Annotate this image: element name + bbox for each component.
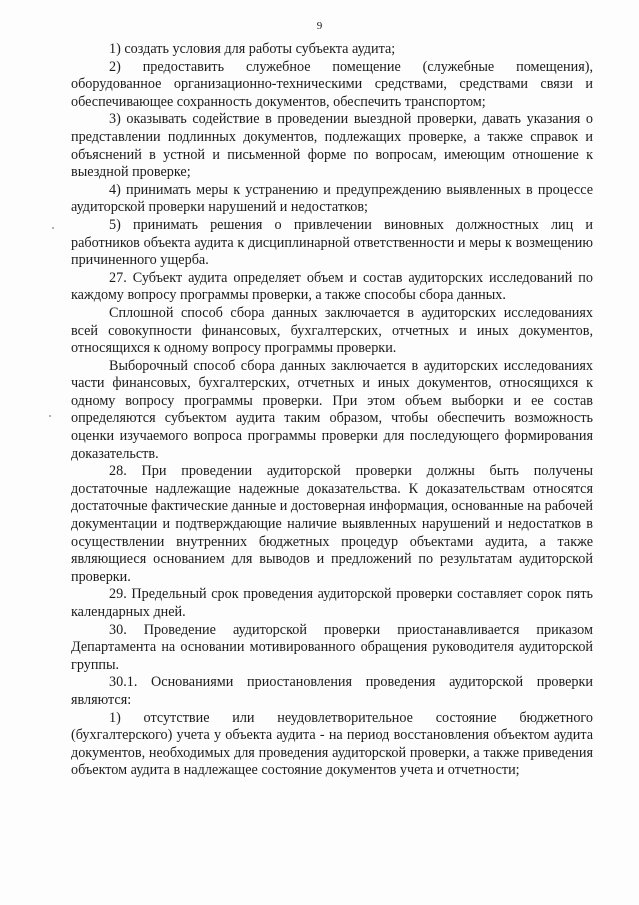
paragraph-continuous-method: Сплошной способ сбора данных заключается в аудиторских исследованиях всей совокупности финансовых, бухгалтерских, отчетных и иных документов, относящихся к одному вопросу программы проверки.	[71, 304, 593, 357]
paragraph-30: 30. Проведение аудиторской проверки приостанавливается приказом Департамента на основании мотивированного обращения руководителя аудиторской группы.	[71, 621, 593, 673]
page-number: 9	[316, 20, 323, 32]
paragraph-item-5: 5) принимать решения о привлечении виновных должностных лиц и работников объекта аудита к дисциплинарной ответственности и меры к возмещению причиненного ущерба.	[71, 216, 593, 269]
paragraph-27: 27. Субъект аудита определяет объем и состав аудиторских исследований по каждому вопросу программы проверки, а также способы сбора данных.	[71, 269, 593, 304]
document-body	[71, 41, 593, 780]
paragraph-item-3: 3) оказывать содействие в проведении выездной проверки, давать указания о представлении подлинных документов, подлежащих проверке, а также справок и объяснений в устной и письменной форме по вопросам, имеющим отношение к выездной проверке;	[71, 111, 593, 181]
paragraph-item-1: 1) создать условия для работы субъекта аудита;	[109, 41, 396, 57]
scan-speck	[49, 415, 51, 417]
paragraph-30-1: 30.1. Основаниями приостановления проведения аудиторской проверки являются:	[71, 674, 593, 708]
paragraph-item-2: 2) предоставить служебное помещение (служебные помещения), оборудованное организационно-техническими средствами, средствами связи и обеспечивающее сохранность документов, обеспечить транспортом;	[71, 58, 593, 110]
scan-speck	[52, 227, 54, 229]
paragraph-item-4: 4) принимать меры к устранению и предупреждению выявленных в процессе аудиторской проверки нарушений и недостатков;	[71, 181, 593, 216]
paragraph-28: 28. При проведении аудиторской проверки должны быть получены достаточные надлежащие надежные доказательства. К доказательствам относятся достаточные фактические данные и достоверная информация, основанные на рабочей документации и подтверждающие наличие выявленных нарушений и недостатков в осуществлении внутренних бюджетных процедур объектами аудита, а также являющиеся основанием для выводов и предложений по результатам аудиторской проверки.	[71, 463, 593, 585]
paragraph-sampling-method: Выборочный способ сбора данных заключается в аудиторских исследованиях части финансовых, бухгалтерских, отчетных и иных документов, относящихся к одному вопросу программы проверки. При этом объем выборки и ее состав определяются субъектом аудита таким образом, чтобы обеспечить возможность оценки изучаемого вопроса программы проверки для последующего формирования доказательств.	[71, 357, 593, 462]
paragraph-29: 29. Предельный срок проведения аудиторской проверки составляет сорок пять календарных дней.	[71, 586, 593, 620]
paragraph-30-1-item-1: 1) отсутствие или неудовлетворительное состояние бюджетного (бухгалтерского) учета у объекта аудита - на период восстановления объектом аудита документов, необходимых для проведения аудиторской проверки, а также приведения объектом аудита в надлежащее состояние документов учета и отчетности;	[71, 709, 593, 779]
